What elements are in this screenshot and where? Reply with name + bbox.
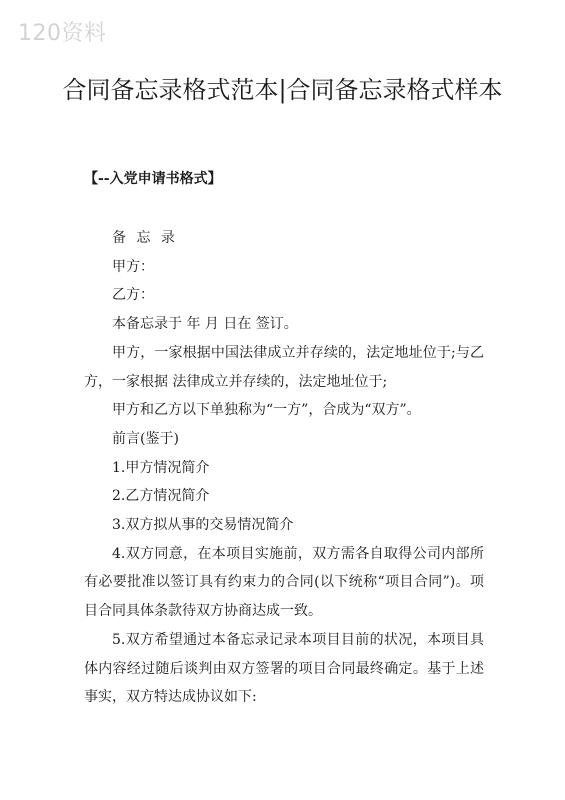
list-item: 2.乙方情况简介 — [112, 488, 210, 505]
parties-definition-paragraph: 甲方和乙方以下单独称为“一方”，合成为“双方”。 — [112, 402, 421, 419]
watermark: 120资料 — [18, 21, 107, 46]
list-item: 3.双方拟从事的交易情况简介 — [112, 517, 294, 534]
list-item: 5.双方希望通过本备忘录记录本项目目前的状况，本项目具体内容经过随后谈判由双方签署的项目合同最终确定。基于上述事实，双方特达成协议如下: — [84, 631, 484, 706]
list-item: 1.甲方情况简介 — [112, 459, 210, 476]
memo-heading: 备 忘 录 — [112, 230, 178, 246]
preamble-heading: 前言(鉴于) — [112, 430, 179, 447]
subheading: 【--入党申请书格式】 — [84, 171, 222, 187]
signing-date-paragraph: 本备忘录于 年 月 日在 签订。 — [112, 316, 298, 333]
parties-description-paragraph: 甲方，一家根据中国法律成立并存续的，法定地址位于;与乙方，一家根据 法律成立并存续的，法定地址位于; — [84, 344, 484, 390]
party-b-line: 乙方： — [112, 287, 154, 304]
party-a-line: 甲方： — [112, 258, 154, 275]
list-item: 4.双方同意，在本项目实施前，双方需各自取得公司内部所有必要批准以签订具有约束力的合同(以下统称“项目合同”)。项目合同具体条款待双方协商达成一致。 — [84, 545, 484, 620]
document-body — [84, 224, 484, 712]
document-title: 合同备忘录格式范本|合同备忘录格式样本 — [62, 76, 503, 104]
